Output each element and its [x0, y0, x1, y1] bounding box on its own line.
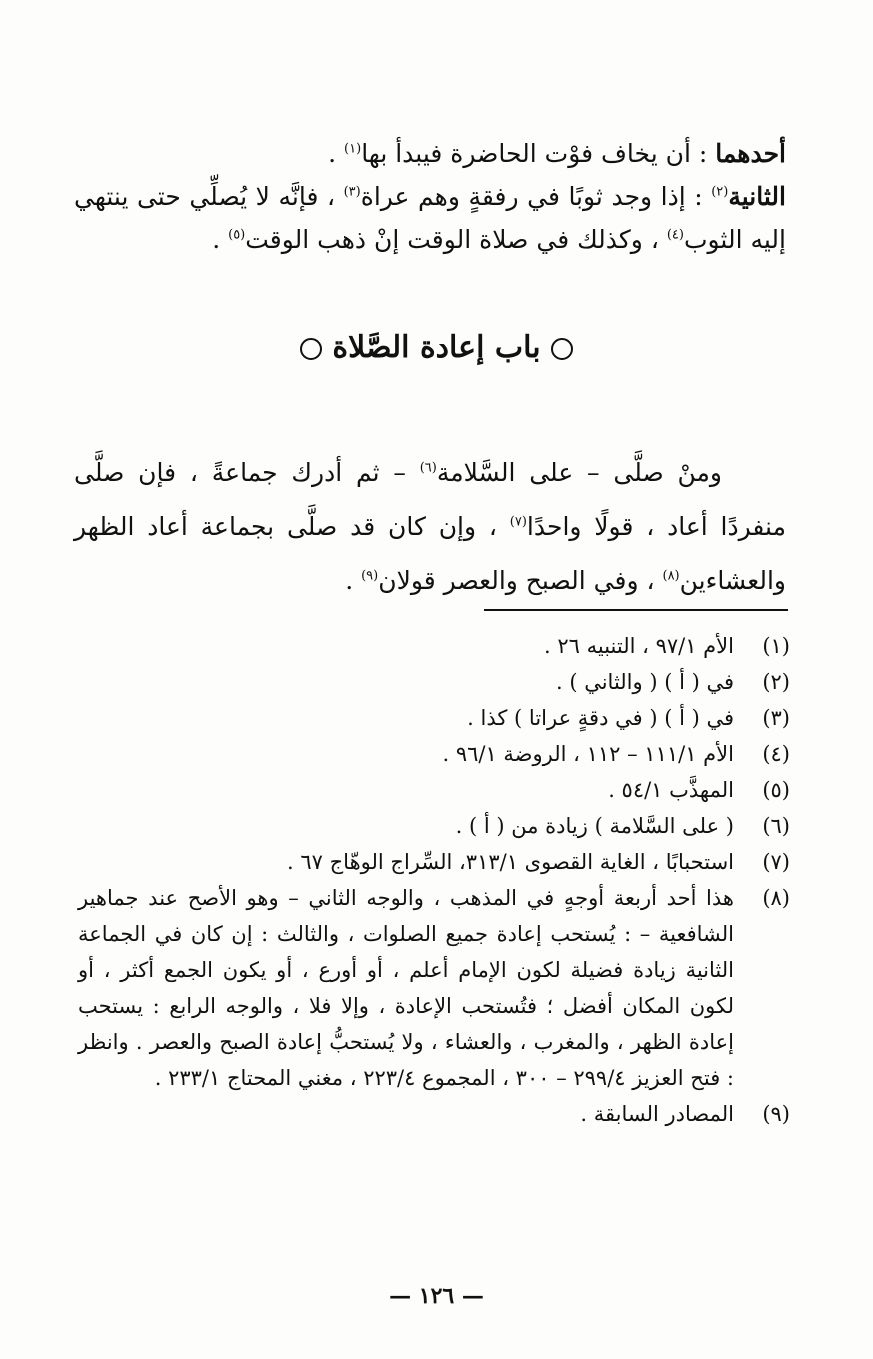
footnote-ref[interactable]: (٩): [361, 568, 379, 584]
first-case-label: أحدهما: [715, 139, 786, 168]
footnote-text: ( على السَّلامة ) زيادة من ( أ ) .: [455, 814, 734, 838]
footnote-separator: [484, 609, 788, 611]
footnote-ref[interactable]: (٦): [419, 460, 437, 476]
footnote-number: (٦): [762, 814, 790, 838]
footnote-number: (٨): [762, 886, 790, 910]
footnote-number: (٤): [762, 742, 790, 766]
intro-paragraph-1: أحدهما : أن يخاف فوْت الحاضرة فيبدأ بها$^{(١)}$ .: [328, 139, 786, 168]
footnote-text: المهذَّب ٥٤/١ .: [608, 778, 734, 802]
footnote-ref[interactable]: (٧): [509, 514, 527, 530]
footnote-number: (٢): [762, 670, 790, 694]
second-case-label: الثانية: [728, 182, 786, 211]
footnote-item: [78, 844, 790, 880]
intro-paragraph-2: الثانية$^{(٢)}$ : إذا وجد ثوبًا في رفقةٍ وهم عراة$^{(٣)}$ ، فإنَّه لا يُصلِّي حتى ينتهي إليه الثوب$^{(٤)}$ ، وكذلك في صلاة الوقت إنْ ذهب الوقت$^{(٥)}$ .: [74, 182, 786, 254]
footnote-text: استحبابًا ، الغاية القصوى ٣١٣/١، السِّراج الوهّاج ٦٧ .: [287, 850, 734, 874]
footnote-item: [78, 1096, 790, 1132]
footnote-text: الأم ٩٧/١ ، التنبيه ٢٦ .: [544, 634, 734, 658]
footnote-text: في ( أ ) ( في دقةٍ عراتا ) كذا .: [467, 706, 734, 730]
footnote-number: (٩): [762, 1102, 790, 1126]
intro-section: [74, 132, 786, 261]
footnote-item: [78, 808, 790, 844]
footnote-ref[interactable]: (٣): [343, 184, 361, 200]
circle-ornament-icon: [300, 338, 322, 360]
footnote-text: الأم ١١١/١ – ١١٢ ، الروضة ٩٦/١ .: [442, 742, 734, 766]
footnote-ref[interactable]: (٢): [711, 184, 729, 200]
footnote-item: [78, 736, 790, 772]
footnote-number: (٣): [762, 706, 790, 730]
footnote-ref[interactable]: (٥): [228, 227, 246, 243]
footnote-ref[interactable]: (٤): [666, 227, 684, 243]
footnote-item: [78, 772, 790, 808]
footnote-ref[interactable]: (١): [344, 141, 362, 157]
footnote-number: (١): [762, 634, 790, 658]
body-paragraph: ومنْ صلَّى – على السَّلامة$^{(٦)}$ – ثم أدرك جماعةً ، فإن صلَّى منفردًا أعاد ، قولًا واحدًا$^{(٧)}$ ، وإن كان قد صلَّى بجماعة أعاد الظهر والعشاءين$^{(٨)}$ ، وفي الصبح والعصر قولان$^{(٩)}$ .: [74, 458, 786, 595]
chapter-body: [74, 446, 786, 608]
footnote-item: [78, 664, 790, 700]
footnote-number: (٥): [762, 778, 790, 802]
chapter-heading: [0, 330, 873, 365]
chapter-title: باب إعادة الصَّلاة: [332, 330, 541, 365]
footnotes-list: [78, 628, 790, 1132]
footnote-text: هذا أحد أربعة أوجهٍ في المذهب ، والوجه الثاني – وهو الأصح عند جماهير الشافعية – : يُستحب إعادة جميع الصلوات ، والثالث : إن كان في الجماعة الثانية زيادة فضيلة لكون الإمام أعلم ، أو أورع ، أو يكون الجمع أكثر ، أو لكون المكان أفضل ؛ فتُستحب الإعادة ، وإلا فلا ، والوجه الرابع : يستحب إعادة الظهر ، والمغرب ، والعشاء ، ولا يُستحبُّ إعادة الصبح والعصر . وانظر : فتح العزيز ٢٩٩/٤ – ٣٠٠ ، المجموع ٢٢٣/٤ ، مغني المحتاج ٢٣٣/١ .: [78, 886, 734, 1090]
footnote-text: المصادر السابقة .: [580, 1102, 734, 1126]
page-number: — ١٢٦ —: [389, 1283, 484, 1309]
footnote-item: [78, 880, 790, 1096]
circle-ornament-icon: [551, 338, 573, 360]
footnote-number: (٧): [762, 850, 790, 874]
footnote-text: في ( أ ) ( والثاني ) .: [555, 670, 734, 694]
footnote-ref[interactable]: (٨): [662, 568, 680, 584]
footnote-item: [78, 700, 790, 736]
footnote-item: [78, 628, 790, 664]
